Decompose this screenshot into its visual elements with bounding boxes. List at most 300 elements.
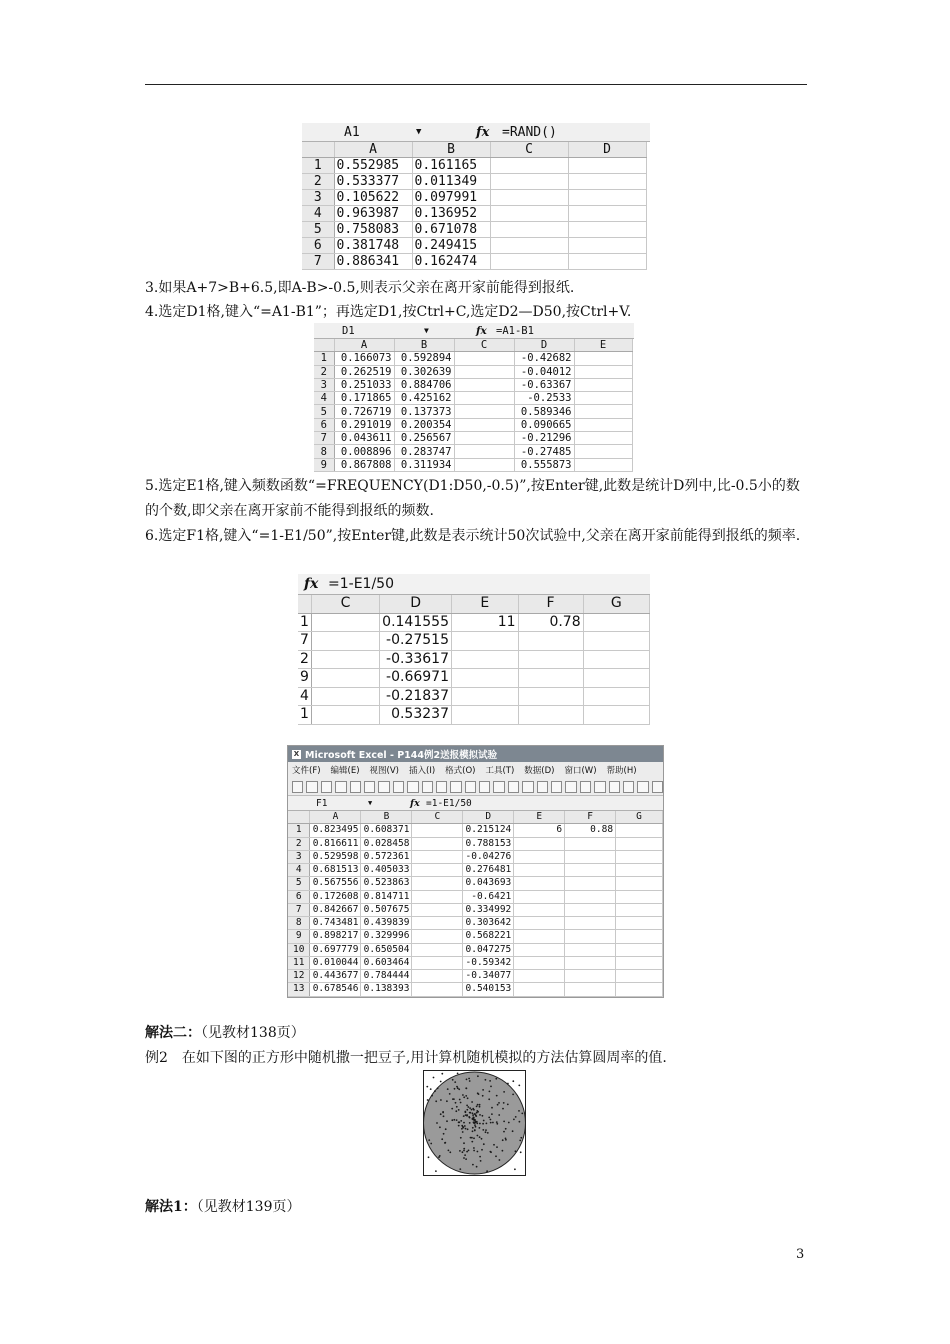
column-header[interactable]: F bbox=[518, 595, 583, 613]
cell[interactable] bbox=[514, 970, 565, 983]
cell[interactable] bbox=[412, 983, 463, 996]
toolbar-button-icon[interactable] bbox=[393, 781, 404, 793]
cell[interactable] bbox=[311, 687, 379, 706]
cell[interactable]: 0.166073 bbox=[334, 352, 394, 365]
toolbar-button-icon[interactable] bbox=[522, 781, 533, 793]
cell[interactable] bbox=[574, 365, 632, 378]
row-header[interactable]: 9 bbox=[288, 930, 310, 943]
row-header[interactable]: 3 bbox=[314, 378, 334, 391]
cell[interactable] bbox=[568, 190, 646, 206]
column-header[interactable]: B bbox=[394, 339, 454, 352]
cell[interactable] bbox=[568, 222, 646, 238]
row-header[interactable]: 5 bbox=[302, 222, 334, 238]
cell[interactable]: 0.008896 bbox=[334, 445, 394, 458]
cell[interactable] bbox=[565, 864, 616, 877]
cell[interactable] bbox=[514, 956, 565, 969]
cell[interactable]: 0.529598 bbox=[310, 850, 361, 863]
cell[interactable]: 0.028458 bbox=[361, 837, 412, 850]
name-box[interactable]: A1 bbox=[344, 124, 360, 140]
cell[interactable] bbox=[565, 970, 616, 983]
cell[interactable]: 0.136952 bbox=[412, 206, 490, 222]
menu-item[interactable]: 文件(F) bbox=[292, 766, 321, 776]
cell[interactable]: 0.090665 bbox=[514, 418, 574, 431]
column-header[interactable]: A bbox=[334, 142, 412, 158]
cell[interactable] bbox=[574, 405, 632, 418]
cell[interactable] bbox=[514, 930, 565, 943]
cell[interactable] bbox=[412, 943, 463, 956]
row-header[interactable]: 5 bbox=[288, 877, 310, 890]
cell[interactable] bbox=[574, 392, 632, 405]
column-header[interactable]: D bbox=[514, 339, 574, 352]
toolbar-button-icon[interactable] bbox=[436, 781, 447, 793]
cell[interactable]: 0.814711 bbox=[361, 890, 412, 903]
cell[interactable]: 0.141555 bbox=[380, 613, 452, 632]
row-header[interactable]: 1 bbox=[288, 824, 310, 837]
row-header[interactable]: 4 bbox=[314, 392, 334, 405]
cell[interactable]: 0.303642 bbox=[463, 917, 514, 930]
cell[interactable] bbox=[616, 970, 663, 983]
cell[interactable]: 0.425162 bbox=[394, 392, 454, 405]
cell[interactable]: 0.302639 bbox=[394, 365, 454, 378]
column-header[interactable]: B bbox=[412, 142, 490, 158]
cell[interactable]: 0.886341 bbox=[334, 254, 412, 270]
cell[interactable] bbox=[616, 837, 663, 850]
row-header[interactable]: 5 bbox=[314, 405, 334, 418]
toolbar-button-icon[interactable] bbox=[465, 781, 476, 793]
row-header[interactable]: 7 bbox=[314, 432, 334, 445]
cell[interactable]: 0.823495 bbox=[310, 824, 361, 837]
cell[interactable] bbox=[568, 254, 646, 270]
cell[interactable] bbox=[568, 238, 646, 254]
cell[interactable] bbox=[490, 238, 568, 254]
row-header[interactable]: 9 bbox=[314, 458, 334, 471]
cell[interactable]: 11 bbox=[451, 613, 518, 632]
column-header[interactable]: E bbox=[451, 595, 518, 613]
toolbar-button-icon[interactable] bbox=[292, 781, 303, 793]
row-header[interactable]: 6 bbox=[288, 890, 310, 903]
row-header[interactable]: 8 bbox=[288, 917, 310, 930]
menu-item[interactable]: 编辑(E) bbox=[330, 766, 360, 776]
select-all-corner[interactable] bbox=[288, 811, 310, 824]
cell[interactable]: 0.552985 bbox=[334, 158, 412, 174]
cell[interactable]: 0.758083 bbox=[334, 222, 412, 238]
cell[interactable]: 0.334992 bbox=[463, 903, 514, 916]
toolbar-button-icon[interactable] bbox=[364, 781, 375, 793]
cell[interactable] bbox=[565, 850, 616, 863]
cell[interactable]: 0.884706 bbox=[394, 378, 454, 391]
row-header[interactable]: 1 bbox=[298, 613, 311, 632]
cell[interactable]: -0.27485 bbox=[514, 445, 574, 458]
cell[interactable]: 0.589346 bbox=[514, 405, 574, 418]
cell[interactable] bbox=[616, 917, 663, 930]
cell[interactable]: -0.33617 bbox=[380, 650, 452, 669]
cell[interactable] bbox=[583, 687, 649, 706]
cell[interactable] bbox=[412, 877, 463, 890]
cell[interactable]: 0.603464 bbox=[361, 956, 412, 969]
cell[interactable] bbox=[490, 158, 568, 174]
cell[interactable] bbox=[574, 458, 632, 471]
toolbar-button-icon[interactable] bbox=[407, 781, 418, 793]
toolbar-button-icon[interactable] bbox=[479, 781, 490, 793]
column-header[interactable]: E bbox=[514, 811, 565, 824]
cell[interactable] bbox=[514, 917, 565, 930]
cell[interactable]: 0.405033 bbox=[361, 864, 412, 877]
cell[interactable] bbox=[412, 956, 463, 969]
cell[interactable] bbox=[412, 917, 463, 930]
cell[interactable]: 0.439839 bbox=[361, 917, 412, 930]
cell[interactable]: 0.88 bbox=[565, 824, 616, 837]
select-all-corner[interactable] bbox=[302, 142, 334, 158]
row-header[interactable]: 1 bbox=[314, 352, 334, 365]
column-header[interactable]: E bbox=[574, 339, 632, 352]
row-header[interactable]: 7 bbox=[302, 254, 334, 270]
cell[interactable] bbox=[311, 613, 379, 632]
toolbar-button-icon[interactable] bbox=[580, 781, 591, 793]
toolbar-button-icon[interactable] bbox=[637, 781, 648, 793]
cell[interactable] bbox=[412, 837, 463, 850]
row-header[interactable]: 10 bbox=[288, 943, 310, 956]
cell[interactable] bbox=[565, 837, 616, 850]
cell[interactable]: 6 bbox=[514, 824, 565, 837]
cell[interactable] bbox=[583, 669, 649, 688]
cell[interactable] bbox=[565, 943, 616, 956]
formula-text[interactable]: =RAND() bbox=[502, 124, 557, 140]
cell[interactable]: -0.04012 bbox=[514, 365, 574, 378]
formula-text[interactable]: =1-E1/50 bbox=[328, 576, 394, 592]
dropdown-icon[interactable]: ▼ bbox=[368, 799, 373, 807]
cell[interactable]: 0.743481 bbox=[310, 917, 361, 930]
toolbar-button-icon[interactable] bbox=[450, 781, 461, 793]
cell[interactable] bbox=[454, 365, 514, 378]
cell[interactable]: -0.34077 bbox=[463, 970, 514, 983]
cell[interactable] bbox=[311, 650, 379, 669]
dropdown-icon[interactable]: ▼ bbox=[416, 127, 422, 137]
toolbar-button-icon[interactable] bbox=[378, 781, 389, 793]
cell[interactable] bbox=[574, 352, 632, 365]
toolbar-button-icon[interactable] bbox=[565, 781, 576, 793]
cell[interactable]: -0.27515 bbox=[380, 632, 452, 651]
row-header[interactable]: 13 bbox=[288, 983, 310, 996]
cell[interactable]: 0.678546 bbox=[310, 983, 361, 996]
cell[interactable]: 0.533377 bbox=[334, 174, 412, 190]
cell[interactable]: 0.572361 bbox=[361, 850, 412, 863]
cell[interactable]: 0.381748 bbox=[334, 238, 412, 254]
cell[interactable]: 0.138393 bbox=[361, 983, 412, 996]
cell[interactable]: 0.043693 bbox=[463, 877, 514, 890]
cell[interactable] bbox=[490, 254, 568, 270]
cell[interactable] bbox=[583, 613, 649, 632]
cell[interactable] bbox=[616, 824, 663, 837]
cell[interactable] bbox=[574, 378, 632, 391]
cell[interactable]: 0.161165 bbox=[412, 158, 490, 174]
row-header[interactable]: 7 bbox=[298, 632, 311, 651]
cell[interactable] bbox=[412, 930, 463, 943]
row-header[interactable]: 12 bbox=[288, 970, 310, 983]
cell[interactable]: 0.043611 bbox=[334, 432, 394, 445]
cell[interactable] bbox=[451, 669, 518, 688]
cell[interactable] bbox=[451, 687, 518, 706]
cell[interactable] bbox=[565, 877, 616, 890]
row-header[interactable]: 6 bbox=[314, 418, 334, 431]
cell[interactable]: 0.650504 bbox=[361, 943, 412, 956]
row-header[interactable]: 8 bbox=[314, 445, 334, 458]
cell[interactable]: -0.63367 bbox=[514, 378, 574, 391]
cell[interactable] bbox=[454, 432, 514, 445]
cell[interactable]: -0.2533 bbox=[514, 392, 574, 405]
column-header[interactable]: G bbox=[616, 811, 663, 824]
cell[interactable] bbox=[565, 903, 616, 916]
formula-text[interactable]: =1-E1/50 bbox=[426, 797, 472, 809]
menu-item[interactable]: 帮助(H) bbox=[606, 766, 637, 776]
toolbar-button-icon[interactable] bbox=[493, 781, 504, 793]
cell[interactable] bbox=[616, 877, 663, 890]
cell[interactable] bbox=[565, 983, 616, 996]
cell[interactable]: 0.842667 bbox=[310, 903, 361, 916]
cell[interactable]: 0.097991 bbox=[412, 190, 490, 206]
cell[interactable]: 0.816611 bbox=[310, 837, 361, 850]
column-header[interactable]: C bbox=[490, 142, 568, 158]
cell[interactable] bbox=[518, 632, 583, 651]
cell[interactable]: -0.21296 bbox=[514, 432, 574, 445]
row-header[interactable]: 6 bbox=[302, 238, 334, 254]
menu-item[interactable]: 视图(V) bbox=[369, 766, 399, 776]
cell[interactable] bbox=[412, 890, 463, 903]
column-header[interactable]: D bbox=[380, 595, 452, 613]
cell[interactable]: 0.256567 bbox=[394, 432, 454, 445]
cell[interactable] bbox=[518, 669, 583, 688]
row-header[interactable]: 9 bbox=[298, 669, 311, 688]
row-header[interactable]: 2 bbox=[302, 174, 334, 190]
cell[interactable] bbox=[514, 864, 565, 877]
cell[interactable] bbox=[583, 650, 649, 669]
cell[interactable] bbox=[412, 970, 463, 983]
row-header[interactable]: 2 bbox=[314, 365, 334, 378]
row-header[interactable]: 7 bbox=[288, 903, 310, 916]
cell[interactable]: 0.78 bbox=[518, 613, 583, 632]
cell[interactable]: 0.291019 bbox=[334, 418, 394, 431]
name-box[interactable]: F1 bbox=[316, 797, 328, 809]
cell[interactable] bbox=[490, 206, 568, 222]
cell[interactable] bbox=[616, 930, 663, 943]
menu-item[interactable]: 格式(O) bbox=[445, 766, 476, 776]
dropdown-icon[interactable]: ▼ bbox=[424, 326, 429, 335]
column-header[interactable]: G bbox=[583, 595, 649, 613]
cell[interactable]: 0.010044 bbox=[310, 956, 361, 969]
cell[interactable] bbox=[616, 983, 663, 996]
cell[interactable] bbox=[565, 930, 616, 943]
menu-item[interactable]: 插入(I) bbox=[409, 766, 436, 776]
cell[interactable] bbox=[514, 877, 565, 890]
bean-dot bbox=[454, 1081, 456, 1083]
cell[interactable] bbox=[574, 432, 632, 445]
toolbar-button-icon[interactable] bbox=[609, 781, 620, 793]
cell[interactable]: 0.249415 bbox=[412, 238, 490, 254]
cell[interactable]: 0.011349 bbox=[412, 174, 490, 190]
cell[interactable] bbox=[412, 850, 463, 863]
menu-item[interactable]: 数据(D) bbox=[524, 766, 555, 776]
cell[interactable] bbox=[454, 392, 514, 405]
cell[interactable] bbox=[490, 190, 568, 206]
cell[interactable] bbox=[451, 706, 518, 725]
cell[interactable] bbox=[454, 405, 514, 418]
cell[interactable]: 0.171865 bbox=[334, 392, 394, 405]
cell[interactable]: 0.047275 bbox=[463, 943, 514, 956]
cell[interactable]: -0.6421 bbox=[463, 890, 514, 903]
cell[interactable]: -0.66971 bbox=[380, 669, 452, 688]
cell[interactable]: 0.172608 bbox=[310, 890, 361, 903]
cell[interactable]: 0.53237 bbox=[380, 706, 452, 725]
cell[interactable] bbox=[583, 706, 649, 725]
cell[interactable] bbox=[454, 418, 514, 431]
cell[interactable]: 0.251033 bbox=[334, 378, 394, 391]
column-header[interactable]: F bbox=[565, 811, 616, 824]
cell[interactable] bbox=[568, 206, 646, 222]
cell[interactable] bbox=[574, 445, 632, 458]
cell[interactable]: 0.697779 bbox=[310, 943, 361, 956]
cell[interactable] bbox=[514, 890, 565, 903]
menu-item[interactable]: 工具(T) bbox=[485, 766, 515, 776]
menu-item[interactable]: 窗口(W) bbox=[564, 766, 597, 776]
cell[interactable] bbox=[454, 352, 514, 365]
name-box[interactable]: D1 bbox=[342, 324, 355, 337]
cell[interactable] bbox=[616, 850, 663, 863]
cell[interactable] bbox=[518, 687, 583, 706]
cell[interactable] bbox=[565, 956, 616, 969]
cell[interactable] bbox=[514, 943, 565, 956]
cell[interactable] bbox=[568, 158, 646, 174]
cell[interactable]: 0.507675 bbox=[361, 903, 412, 916]
cell[interactable]: 0.105622 bbox=[334, 190, 412, 206]
toolbar-button-icon[interactable] bbox=[350, 781, 361, 793]
cell[interactable] bbox=[514, 983, 565, 996]
cell[interactable]: 0.540153 bbox=[463, 983, 514, 996]
cell[interactable]: -0.04276 bbox=[463, 850, 514, 863]
cell[interactable]: 0.681513 bbox=[310, 864, 361, 877]
cell[interactable]: 0.137373 bbox=[394, 405, 454, 418]
cell[interactable]: 0.555873 bbox=[514, 458, 574, 471]
cell[interactable] bbox=[311, 669, 379, 688]
cell[interactable]: 0.671078 bbox=[412, 222, 490, 238]
cell[interactable] bbox=[451, 632, 518, 651]
cell[interactable] bbox=[514, 837, 565, 850]
row-header[interactable]: 3 bbox=[302, 190, 334, 206]
cell[interactable] bbox=[454, 445, 514, 458]
toolbar-button-icon[interactable] bbox=[652, 781, 663, 793]
cell[interactable]: 0.568221 bbox=[463, 930, 514, 943]
cell[interactable]: 0.898217 bbox=[310, 930, 361, 943]
cell[interactable] bbox=[311, 706, 379, 725]
row-header[interactable]: 1 bbox=[302, 158, 334, 174]
cell[interactable]: -0.59342 bbox=[463, 956, 514, 969]
cell[interactable]: 0.592894 bbox=[394, 352, 454, 365]
cell[interactable]: 0.963987 bbox=[334, 206, 412, 222]
toolbar-button-icon[interactable] bbox=[623, 781, 634, 793]
cell[interactable]: 0.523863 bbox=[361, 877, 412, 890]
cell[interactable] bbox=[616, 890, 663, 903]
cell[interactable] bbox=[454, 458, 514, 471]
cell[interactable] bbox=[518, 650, 583, 669]
cell[interactable]: 0.215124 bbox=[463, 824, 514, 837]
column-header[interactable]: C bbox=[454, 339, 514, 352]
cell[interactable] bbox=[568, 174, 646, 190]
toolbar-button-icon[interactable] bbox=[422, 781, 433, 793]
cell[interactable]: 0.867808 bbox=[334, 458, 394, 471]
row-header[interactable]: 1 bbox=[298, 706, 311, 725]
cell[interactable]: 0.283747 bbox=[394, 445, 454, 458]
cell[interactable]: -0.42682 bbox=[514, 352, 574, 365]
formula-text[interactable]: =A1-B1 bbox=[496, 324, 534, 337]
cell[interactable] bbox=[490, 222, 568, 238]
cell[interactable]: 0.262519 bbox=[334, 365, 394, 378]
column-header[interactable]: B bbox=[361, 811, 412, 824]
row-header[interactable]: 3 bbox=[288, 850, 310, 863]
row-header[interactable]: 2 bbox=[298, 650, 311, 669]
toolbar-button-icon[interactable] bbox=[551, 781, 562, 793]
cell[interactable]: 0.567556 bbox=[310, 877, 361, 890]
cell[interactable] bbox=[616, 903, 663, 916]
cell[interactable]: 0.784444 bbox=[361, 970, 412, 983]
cell[interactable] bbox=[451, 650, 518, 669]
cell[interactable] bbox=[412, 864, 463, 877]
column-header[interactable]: C bbox=[311, 595, 379, 613]
toolbar-button-icon[interactable] bbox=[321, 781, 332, 793]
cell[interactable]: 0.329996 bbox=[361, 930, 412, 943]
toolbar-button-icon[interactable] bbox=[508, 781, 519, 793]
column-header[interactable]: A bbox=[310, 811, 361, 824]
cell[interactable]: 0.788153 bbox=[463, 837, 514, 850]
cell[interactable] bbox=[616, 864, 663, 877]
cell[interactable]: 0.162474 bbox=[412, 254, 490, 270]
cell[interactable] bbox=[514, 850, 565, 863]
cell[interactable]: 0.726719 bbox=[334, 405, 394, 418]
column-header[interactable]: D bbox=[463, 811, 514, 824]
cell[interactable] bbox=[518, 706, 583, 725]
cell[interactable] bbox=[412, 824, 463, 837]
cell[interactable]: -0.21837 bbox=[380, 687, 452, 706]
cell[interactable] bbox=[311, 632, 379, 651]
toolbar-button-icon[interactable] bbox=[594, 781, 605, 793]
cell[interactable] bbox=[565, 890, 616, 903]
toolbar-button-icon[interactable] bbox=[335, 781, 346, 793]
column-header[interactable]: A bbox=[334, 339, 394, 352]
cell[interactable] bbox=[616, 956, 663, 969]
toolbar-button-icon[interactable] bbox=[306, 781, 317, 793]
column-header[interactable]: D bbox=[568, 142, 646, 158]
cell[interactable] bbox=[583, 632, 649, 651]
cell[interactable] bbox=[514, 903, 565, 916]
cell[interactable]: 0.608371 bbox=[361, 824, 412, 837]
cell[interactable]: 0.443677 bbox=[310, 970, 361, 983]
cell[interactable]: 0.200354 bbox=[394, 418, 454, 431]
cell[interactable] bbox=[565, 917, 616, 930]
cell[interactable] bbox=[412, 903, 463, 916]
cell[interactable] bbox=[574, 418, 632, 431]
cell[interactable] bbox=[454, 378, 514, 391]
row-header[interactable]: 2 bbox=[288, 837, 310, 850]
cell[interactable] bbox=[490, 174, 568, 190]
toolbar-button-icon[interactable] bbox=[537, 781, 548, 793]
row-header[interactable]: 4 bbox=[288, 864, 310, 877]
select-all-corner[interactable] bbox=[314, 339, 334, 352]
row-header[interactable]: 4 bbox=[302, 206, 334, 222]
column-header[interactable]: C bbox=[412, 811, 463, 824]
cell[interactable] bbox=[616, 943, 663, 956]
row-header[interactable]: 11 bbox=[288, 956, 310, 969]
row-header[interactable]: 4 bbox=[298, 687, 311, 706]
cell[interactable]: 0.276481 bbox=[463, 864, 514, 877]
cell[interactable]: 0.311934 bbox=[394, 458, 454, 471]
select-all-corner[interactable] bbox=[298, 595, 311, 613]
